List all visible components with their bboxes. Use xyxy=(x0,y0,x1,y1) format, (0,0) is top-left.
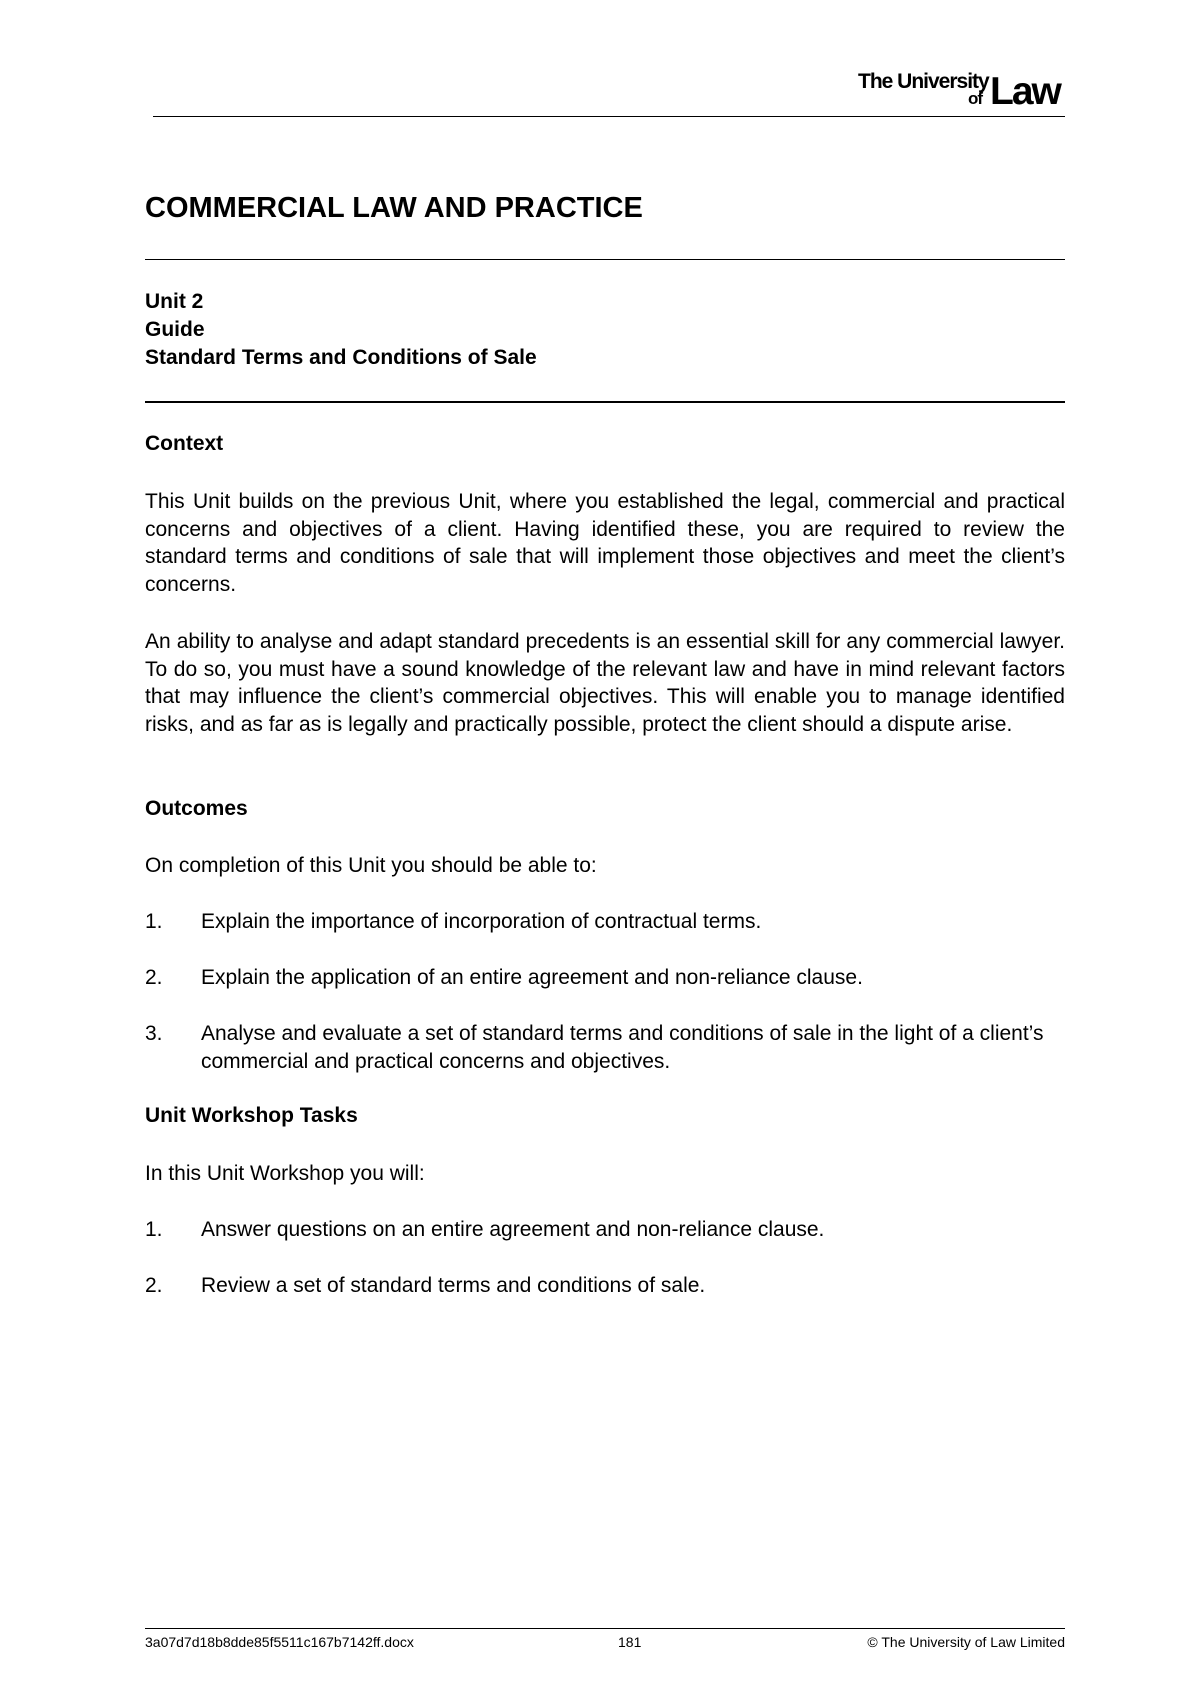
footer-filename: 3a07d7d18b8dde85f5511c167b7142ff.docx xyxy=(145,1634,414,1650)
workshop-intro: In this Unit Workshop you will: xyxy=(145,1162,425,1185)
list-text: Review a set of standard terms and conditions of sale. xyxy=(201,1274,706,1297)
list-number: 1. xyxy=(145,910,163,933)
context-paragraph-1: This Unit builds on the previous Unit, where you established the legal, commercial and practical concerns and objectives of a client. Having identified these, you are required to review the standard terms and conditions of sale that will implement those objectives and meet the client’s concerns. xyxy=(145,490,1065,596)
list-text: Answer questions on an entire agreement and non-reliance clause. xyxy=(201,1218,825,1241)
list-text: Explain the importance of incorporation of contractual terms. xyxy=(201,910,762,933)
document-type: Guide xyxy=(145,318,205,341)
footer-page-number: 181 xyxy=(618,1634,642,1650)
context-paragraph-2: An ability to analyse and adapt standard precedents is an essential skill for any commercial lawyer. To do so, you must have a sound knowledge of the relevant law and have in mind relevant factors that may influence the client’s commercial objectives. This will enable you to manage identified risks, and as far as is legally and practically possible, protect the client should a dispute arise. xyxy=(145,630,1065,736)
unit-number: Unit 2 xyxy=(145,290,204,313)
header-divider xyxy=(153,116,1065,117)
list-number: 2. xyxy=(145,1274,163,1297)
list-number: 1. xyxy=(145,1218,163,1241)
university-logo xyxy=(858,70,1064,113)
document-subtitle: Standard Terms and Conditions of Sale xyxy=(145,346,537,369)
document-title: COMMERCIAL LAW AND PRACTICE xyxy=(145,192,643,224)
footer-divider xyxy=(145,1628,1065,1629)
context-heading: Context xyxy=(145,432,224,455)
list-text: Explain the application of an entire agreement and non-reliance clause. xyxy=(201,966,863,989)
list-number: 2. xyxy=(145,966,163,989)
unit-info-divider xyxy=(145,401,1065,403)
outcomes-heading: Outcomes xyxy=(145,797,248,820)
title-divider xyxy=(145,259,1065,260)
logo-line-3: Law xyxy=(990,70,1060,113)
outcomes-intro: On completion of this Unit you should be able to: xyxy=(145,854,597,877)
footer-copyright: © The University of Law Limited xyxy=(867,1634,1065,1650)
workshop-heading: Unit Workshop Tasks xyxy=(145,1104,358,1127)
unit-info xyxy=(145,288,537,372)
logo-line-2: of xyxy=(968,89,983,108)
logo-line-1: The University xyxy=(858,70,989,93)
list-number: 3. xyxy=(145,1022,163,1045)
list-text: Analyse and evaluate a set of standard terms and conditions of sale in the light of a client’s commercial and practical concerns and objectives. xyxy=(201,1022,1044,1073)
